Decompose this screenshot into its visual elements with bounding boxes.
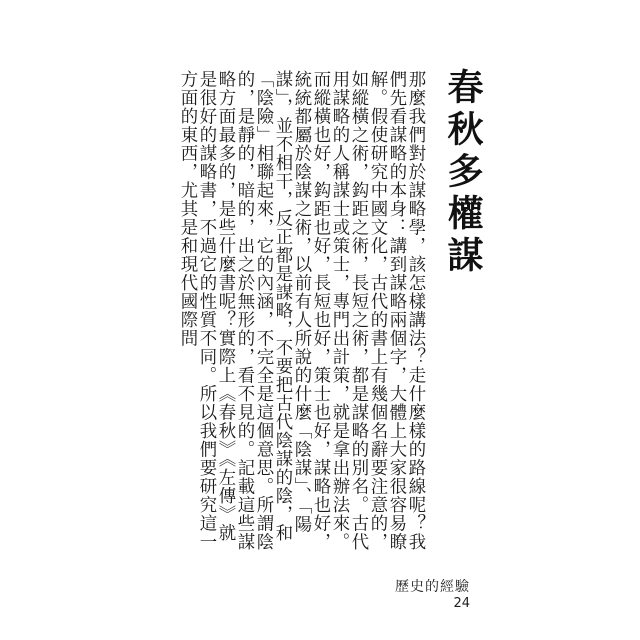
paragraph: 那麼我們對於謀略學，該怎樣講法？走什麼樣的路線呢？我們先看謀略的本身：講到謀略兩個字，大體上大家很容易瞭解。假使研究中國文化，古代的書上有幾個名辭要注意的，如縱橫之術，鈎距之術，長短之術，都是謀略的別名。古代用謀略的人稱謀士或策士，專門出計策，就是拿出辦法來。而縱橫也好，鈎距也好，長短也好，策士也好，謀略也好，統統都屬於陰謀之術，以前有人所說的什麼「陰謀」、「陽謀」，並不相干，反正都是謀略，不要把古代陰謀的陰，和「陰險」相聯起來，它的內涵，不完全是這個意思。所謂陰的，是靜的，暗的，出之於無形的，看不見的。記載這些謀略方面最多的，是些什麼書呢？實際上《春秋》《左傳》就是很好的謀略書，不過它的性質不同。所以我們要研究這一方面的東西，尤其是和現代國際問 [177, 70, 425, 551]
body-text [177, 70, 425, 552]
page-footer [360, 578, 470, 612]
chapter-title: 春秋多權謀 [442, 68, 483, 278]
page-number: 24 [453, 596, 470, 611]
running-book-title: 歷史的經驗 [395, 579, 470, 595]
